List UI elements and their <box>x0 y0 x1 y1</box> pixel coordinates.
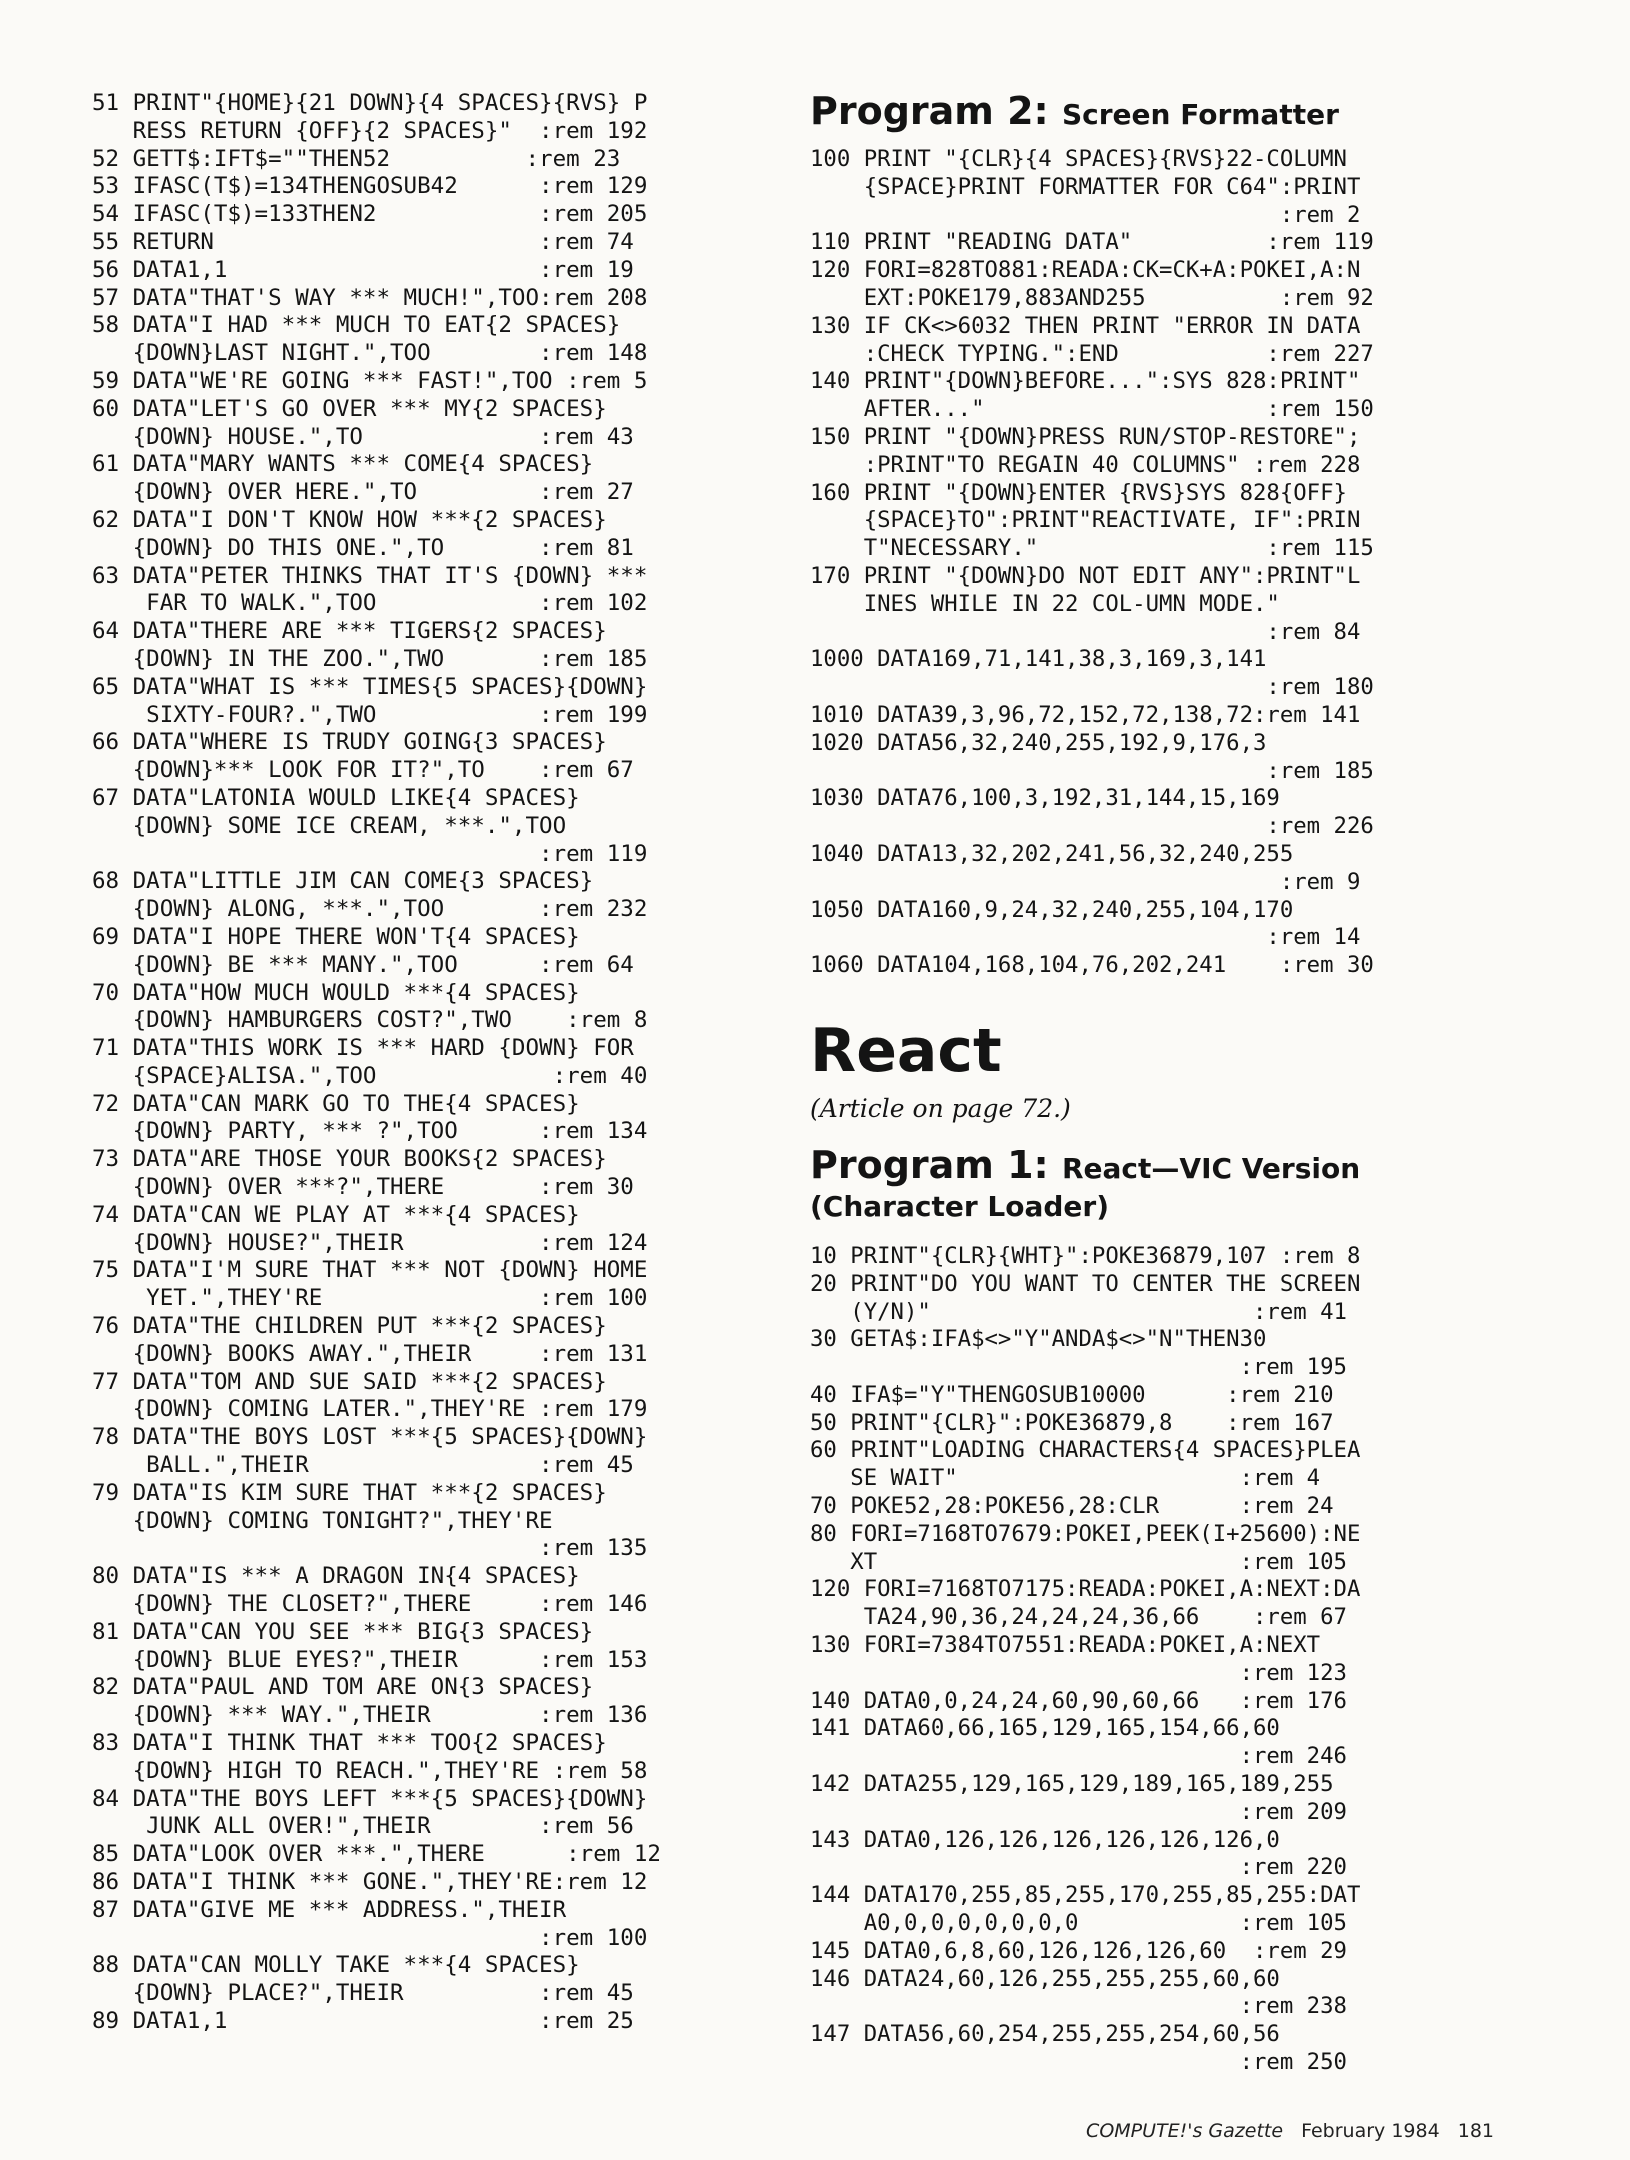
code-line: 56 DATA1,1 :rem 19 <box>92 256 634 283</box>
code-line: :PRINT"TO REGAIN 40 COLUMNS" :rem 228 <box>810 451 1361 478</box>
code-line: :rem 135 <box>92 1535 648 1562</box>
code-line: 70 POKE52,28:POKE56,28:CLR :rem 24 <box>810 1493 1334 1520</box>
code-line: 65 DATA"WHAT IS *** TIMES{5 SPACES}{DOWN} <box>92 673 648 700</box>
code-line: {DOWN} HAMBURGERS COST?",TWO :rem 8 <box>92 1007 648 1034</box>
code-line: {DOWN} OVER HERE.",TO :rem 27 <box>92 479 634 506</box>
code-line: 86 DATA"I THINK *** GONE.",THEY'RE:rem 12 <box>92 1869 648 1895</box>
code-line: 61 DATA"MARY WANTS *** COME{4 SPACES} <box>92 451 594 478</box>
code-line: {DOWN} ALONG, ***.",TOO :rem 232 <box>92 896 648 923</box>
code-line: {SPACE}PRINT FORMATTER FOR C64":PRINT <box>810 173 1361 200</box>
code-line: 146 DATA24,60,126,255,255,255,60,60 <box>810 1965 1280 1992</box>
code-line: FAR TO WALK.",TOO :rem 102 <box>92 590 648 617</box>
code-line: 64 DATA"THERE ARE *** TIGERS{2 SPACES} <box>92 618 607 645</box>
code-line: 80 FORI=7168TO7679:POKEI,PEEK(I+25600):NE <box>810 1520 1361 1547</box>
code-line: SE WAIT" :rem 4 <box>810 1465 1321 1492</box>
code-line: 60 PRINT"LOADING CHARACTERS{4 SPACES}PLEA <box>810 1437 1361 1464</box>
code-line: :rem 226 <box>810 813 1374 840</box>
code-line: (Y/N)" :rem 41 <box>810 1298 1347 1325</box>
code-line: 60 DATA"LET'S GO OVER *** MY{2 SPACES} <box>92 395 607 422</box>
code-line: 160 PRINT "{DOWN}ENTER {RVS}SYS 828{OFF} <box>810 479 1347 506</box>
code-line: :rem 9 <box>810 868 1361 895</box>
page-number: 181 <box>1457 2120 1494 2142</box>
code-line: 73 DATA"ARE THOSE YOUR BOOKS{2 SPACES} <box>92 1146 607 1173</box>
code-line: 1040 DATA13,32,202,241,56,32,240,255 <box>810 840 1294 867</box>
code-line: 110 PRINT "READING DATA" :rem 119 <box>810 229 1374 256</box>
code-line: 52 GETT$:IFT$=""THEN52 :rem 23 <box>92 145 621 172</box>
code-line: {DOWN} COMING LATER.",THEY'RE :rem 179 <box>92 1396 648 1423</box>
code-line: AFTER..." :rem 150 <box>810 396 1374 423</box>
code-line: 59 DATA"WE'RE GOING *** FAST!",TOO :rem 5 <box>92 367 648 394</box>
code-line: 150 PRINT "{DOWN}PRESS RUN/STOP-RESTORE"; <box>810 423 1361 450</box>
code-line: 85 DATA"LOOK OVER ***.",THERE :rem 12 <box>92 1841 661 1868</box>
code-line: 51 PRINT"{HOME}{21 DOWN}{4 SPACES}{RVS} P <box>92 90 648 116</box>
code-line: :rem 238 <box>810 1993 1347 2020</box>
code-line: 54 IFASC(T$)=133THEN2 :rem 205 <box>92 201 648 228</box>
code-line: BALL.",THEIR :rem 45 <box>92 1452 634 1479</box>
code-line: 82 DATA"PAUL AND TOM ARE ON{3 SPACES} <box>92 1674 594 1701</box>
page-footer <box>1074 2120 1494 2142</box>
code-line: 74 DATA"CAN WE PLAY AT ***{4 SPACES} <box>92 1201 580 1228</box>
code-line: 120 FORI=828TO881:READA:CK=CK+A:POKEI,A:N <box>810 257 1361 284</box>
code-line: 88 DATA"CAN MOLLY TAKE ***{4 SPACES} <box>92 1952 580 1979</box>
code-line: 120 FORI=7168TO7175:READA:POKEI,A:NEXT:DA <box>810 1576 1361 1603</box>
code-line: :rem 185 <box>810 757 1374 784</box>
code-line: 78 DATA"THE BOYS LOST ***{5 SPACES}{DOWN} <box>92 1424 648 1451</box>
code-line: 50 PRINT"{CLR}":POKE36879,8 :rem 167 <box>810 1409 1334 1436</box>
code-line: 144 DATA170,255,85,255,170,255,85,255:DAT <box>810 1882 1361 1909</box>
code-line: 10 PRINT"{CLR}{WHT}":POKE36879,107 :rem 8 <box>810 1242 1361 1269</box>
program-1-subtitle-line2: (Character Loader) <box>810 1189 1110 1223</box>
program-2-listing <box>810 146 1500 980</box>
code-line: :rem 220 <box>810 1854 1347 1881</box>
code-line: {DOWN} BLUE EYES?",THEIR :rem 153 <box>92 1646 648 1673</box>
react-program-1-listing <box>810 1243 1500 2077</box>
code-line: TA24,90,36,24,24,24,36,66 :rem 67 <box>810 1604 1347 1631</box>
program-2-heading <box>810 90 1500 136</box>
code-line: 87 DATA"GIVE ME *** ADDRESS.",THEIR <box>92 1896 567 1923</box>
code-line: :rem 123 <box>810 1659 1347 1686</box>
code-line: 81 DATA"CAN YOU SEE *** BIG{3 SPACES} <box>92 1618 594 1645</box>
code-line: :rem 100 <box>92 1924 648 1951</box>
code-line: 140 DATA0,0,24,24,60,90,60,66 :rem 176 <box>810 1687 1347 1714</box>
code-line: EXT:POKE179,883AND255 :rem 92 <box>810 284 1374 311</box>
code-line: {DOWN} THE CLOSET?",THERE :rem 146 <box>92 1591 648 1618</box>
code-line: {SPACE}ALISA.",TOO :rem 40 <box>92 1062 648 1089</box>
code-line: {SPACE}TO":PRINT"REACTIVATE, IF":PRIN <box>810 507 1361 534</box>
code-line: 83 DATA"I THINK THAT *** TOO{2 SPACES} <box>92 1730 607 1757</box>
code-line: 68 DATA"LITTLE JIM CAN COME{3 SPACES} <box>92 868 594 895</box>
code-line: :rem 250 <box>810 2049 1347 2076</box>
code-line: {DOWN} HOUSE?",THEIR :rem 124 <box>92 1229 648 1256</box>
code-line: 79 DATA"IS KIM SURE THAT ***{2 SPACES} <box>92 1479 607 1506</box>
code-line: :rem 195 <box>810 1354 1347 1381</box>
code-line: :rem 119 <box>92 840 648 867</box>
code-line: 130 FORI=7384TO7551:READA:POKEI,A:NEXT <box>810 1632 1321 1659</box>
code-line: 76 DATA"THE CHILDREN PUT ***{2 SPACES} <box>92 1313 607 1340</box>
code-line: 58 DATA"I HAD *** MUCH TO EAT{2 SPACES} <box>92 312 621 339</box>
code-line: {DOWN} HOUSE.",TO :rem 43 <box>92 423 634 450</box>
code-line: 75 DATA"I'M SURE THAT *** NOT {DOWN} HOME <box>92 1257 648 1284</box>
code-line: 100 PRINT "{CLR}{4 SPACES}{RVS}22-COLUMN <box>810 146 1347 172</box>
code-line: 53 IFASC(T$)=134THENGOSUB42 :rem 129 <box>92 173 648 200</box>
code-line: {DOWN} OVER ***?",THERE :rem 30 <box>92 1174 634 1201</box>
code-line: 1020 DATA56,32,240,255,192,9,176,3 <box>810 729 1267 756</box>
left-column <box>92 90 792 2036</box>
issue-date: February 1984 <box>1301 2120 1440 2142</box>
magazine-name: COMPUTE!'s Gazette <box>1086 2120 1284 2142</box>
code-line: {DOWN}*** LOOK FOR IT?",TO :rem 67 <box>92 757 634 784</box>
code-line: 145 DATA0,6,8,60,126,126,126,60 :rem 29 <box>810 1937 1347 1964</box>
code-line: 84 DATA"THE BOYS LEFT ***{5 SPACES}{DOWN} <box>92 1785 648 1812</box>
code-line: 67 DATA"LATONIA WOULD LIKE{4 SPACES} <box>92 784 580 811</box>
program-2-label: Program 2: <box>810 89 1049 133</box>
code-line: SIXTY-FOUR?.",TWO :rem 199 <box>92 701 648 728</box>
code-line: {DOWN} BE *** MANY.",TOO :rem 64 <box>92 951 634 978</box>
react-title: React <box>810 1015 1002 1086</box>
program-1-label: Program 1: <box>810 1142 1049 1187</box>
code-line: {DOWN} IN THE ZOO.",TWO :rem 185 <box>92 645 648 672</box>
code-line: 170 PRINT "{DOWN}DO NOT EDIT ANY":PRINT"L <box>810 562 1361 589</box>
code-line: 70 DATA"HOW MUCH WOULD ***{4 SPACES} <box>92 979 580 1006</box>
code-line: JUNK ALL OVER!",THEIR :rem 56 <box>92 1813 634 1840</box>
code-line: 55 RETURN :rem 74 <box>92 228 634 255</box>
code-line: {DOWN} PARTY, *** ?",TOO :rem 134 <box>92 1118 648 1145</box>
code-line: :rem 84 <box>810 618 1361 645</box>
code-line: 130 IF CK<>6032 THEN PRINT "ERROR IN DATA <box>810 312 1361 339</box>
code-line: :rem 2 <box>810 201 1361 228</box>
code-line: :rem 14 <box>810 924 1361 951</box>
code-line: 62 DATA"I DON'T KNOW HOW ***{2 SPACES} <box>92 506 607 533</box>
code-line: {DOWN} PLACE?",THEIR :rem 45 <box>92 1980 634 2007</box>
program-1-subtitle: React—VIC Version <box>1061 1151 1361 1185</box>
code-line: :rem 246 <box>810 1743 1347 1770</box>
code-line: 80 DATA"IS *** A DRAGON IN{4 SPACES} <box>92 1563 580 1590</box>
code-line: 71 DATA"THIS WORK IS *** HARD {DOWN} FOR <box>92 1035 634 1062</box>
code-line: 63 DATA"PETER THINKS THAT IT'S {DOWN} *** <box>92 562 648 589</box>
code-line: RESS RETURN {OFF}{2 SPACES}" :rem 192 <box>92 117 648 144</box>
code-line: 1030 DATA76,100,3,192,31,144,15,169 <box>810 785 1280 812</box>
code-line: 66 DATA"WHERE IS TRUDY GOING{3 SPACES} <box>92 729 607 756</box>
code-line: {DOWN} HIGH TO REACH.",THEY'RE :rem 58 <box>92 1757 648 1784</box>
right-column <box>810 90 1500 2077</box>
code-line: 147 DATA56,60,254,255,255,254,60,56 <box>810 2021 1280 2048</box>
code-line: 1060 DATA104,168,104,76,202,241 :rem 30 <box>810 952 1374 979</box>
code-line: INES WHILE IN 22 COL-UMN MODE." <box>810 590 1280 617</box>
code-line: 20 PRINT"DO YOU WANT TO CENTER THE SCREEN <box>810 1270 1361 1297</box>
code-line: 140 PRINT"{DOWN}BEFORE...":SYS 828:PRINT" <box>810 368 1361 395</box>
basic-listing-lines-51-89 <box>92 90 792 2036</box>
code-line: 40 IFA$="Y"THENGOSUB10000 :rem 210 <box>810 1381 1334 1408</box>
code-line: {DOWN}LAST NIGHT.",TOO :rem 148 <box>92 340 648 367</box>
article-reference: (Article on page 72.) <box>810 1093 1071 1123</box>
code-line: {DOWN} *** WAY.",THEIR :rem 136 <box>92 1702 648 1729</box>
code-line: A0,0,0,0,0,0,0,0 :rem 105 <box>810 1910 1347 1937</box>
code-line: 1050 DATA160,9,24,32,240,255,104,170 <box>810 896 1294 923</box>
code-line: 1010 DATA39,3,96,72,152,72,138,72:rem 141 <box>810 701 1361 728</box>
code-line: :CHECK TYPING.":END :rem 227 <box>810 340 1374 367</box>
program-1-heading <box>810 1142 1500 1189</box>
code-line: 77 DATA"TOM AND SUE SAID ***{2 SPACES} <box>92 1368 607 1395</box>
code-line: 141 DATA60,66,165,129,165,154,66,60 <box>810 1715 1280 1742</box>
code-line: 89 DATA1,1 :rem 25 <box>92 2007 634 2034</box>
code-line: {DOWN} SOME ICE CREAM, ***.",TOO <box>92 812 567 839</box>
code-line: {DOWN} COMING TONIGHT?",THEY'RE <box>92 1507 553 1534</box>
code-line: 142 DATA255,129,165,129,189,165,189,255 <box>810 1771 1334 1798</box>
code-line: :rem 180 <box>810 674 1374 701</box>
code-line: 143 DATA0,126,126,126,126,126,126,0 <box>810 1826 1280 1853</box>
code-line: :rem 209 <box>810 1798 1347 1825</box>
code-line: T"NECESSARY." :rem 115 <box>810 535 1374 562</box>
code-line: 30 GETA$:IFA$<>"Y"ANDA$<>"N"THEN30 <box>810 1326 1267 1353</box>
code-line: 69 DATA"I HOPE THERE WON'T{4 SPACES} <box>92 923 580 950</box>
code-line: XT :rem 105 <box>810 1548 1347 1575</box>
code-line: YET.",THEY'RE :rem 100 <box>92 1285 648 1312</box>
code-line: 1000 DATA169,71,141,38,3,169,3,141 <box>810 646 1267 673</box>
program-2-subtitle: Screen Formatter <box>1061 98 1339 131</box>
code-line: 57 DATA"THAT'S WAY *** MUCH!",TOO:rem 208 <box>92 284 648 311</box>
code-line: {DOWN} BOOKS AWAY.",THEIR :rem 131 <box>92 1340 648 1367</box>
code-line: {DOWN} DO THIS ONE.",TO :rem 81 <box>92 534 634 561</box>
code-line: 72 DATA"CAN MARK GO TO THE{4 SPACES} <box>92 1090 580 1117</box>
